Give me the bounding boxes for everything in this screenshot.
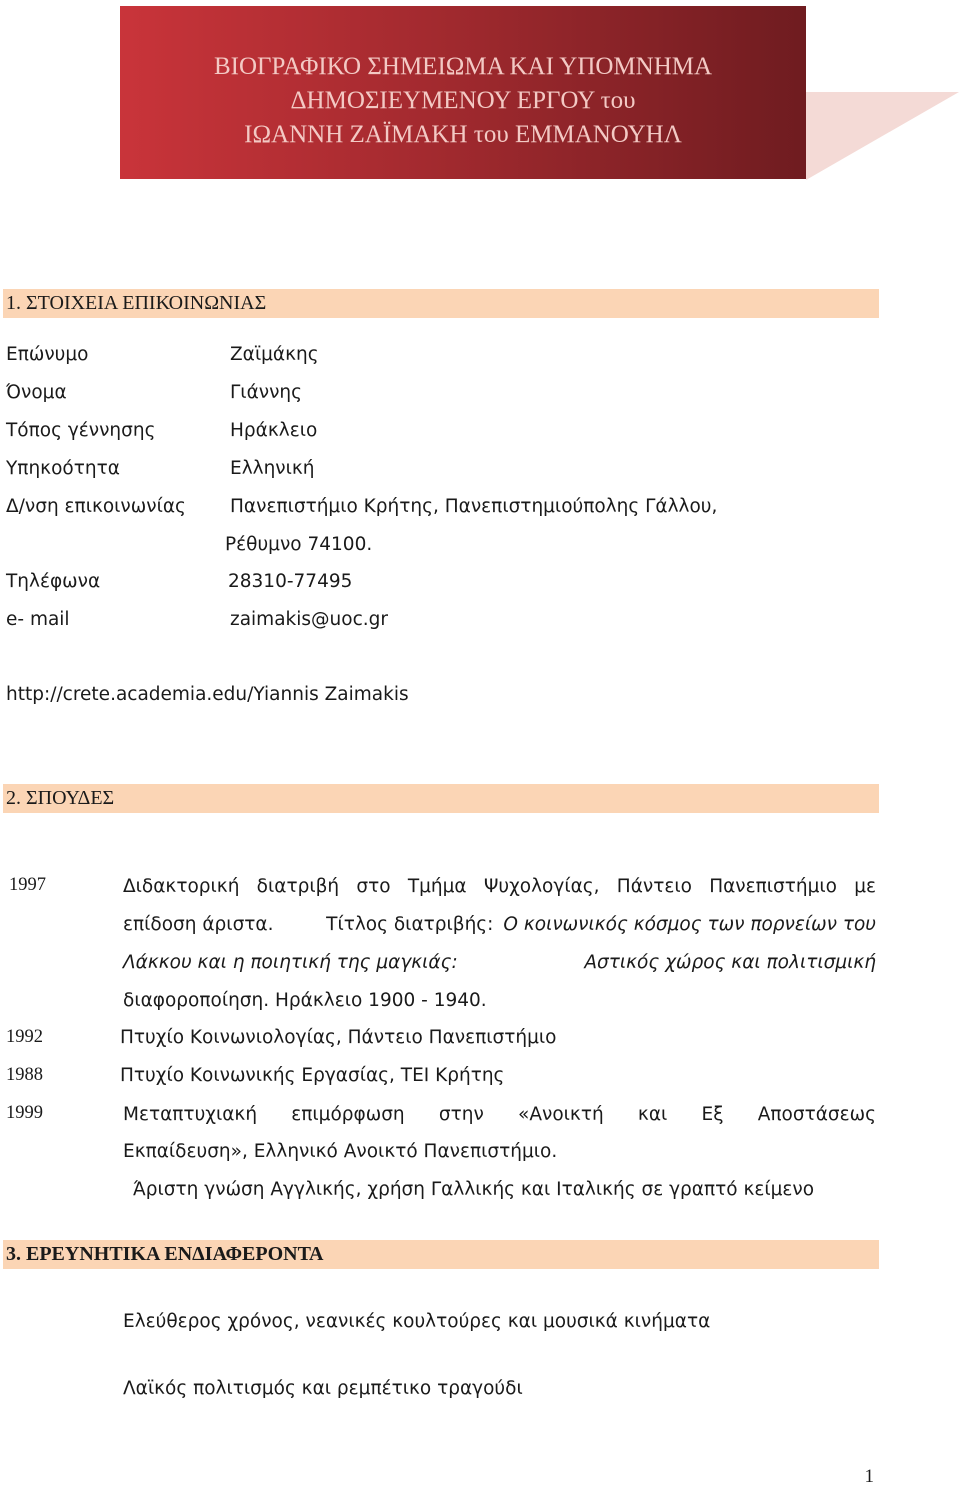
phd-title-part-1: Ο κοινωνικός κόσμος των πορνείων του: [503, 914, 876, 935]
year-1988: 1988: [6, 1065, 43, 1085]
name-value: Γιάννης: [230, 382, 303, 403]
banner-line-2: ΔΗΜΟΣΙΕΥΜΕΝΟΥ ΕΡΓΟΥ του: [290, 87, 636, 114]
phd-title-label: Τίτλος διατριβής:: [326, 914, 494, 935]
surname-value: Ζαϊμάκης: [230, 344, 319, 365]
phd-title-part-3: Αστικός χώρος και πολιτισμική: [584, 952, 876, 973]
section-research-heading: 3. ΕΡΕΥΝΗΤΙΚΑ ΕΝΔΙΑΦΕΡΟΝΤΑ: [3, 1240, 879, 1269]
banner-line-3: ΙΩΑΝΝΗ ΖΑΪΜΑΚΗ του ΕΜΜΑΝΟΥΗΛ: [244, 121, 682, 148]
birthplace-label: Τόπος γέννησης: [6, 420, 156, 441]
page-number: 1: [864, 1466, 874, 1487]
birthplace-value: Ηράκλειο: [230, 420, 318, 441]
address-value: Πανεπιστήμιο Κρήτης, Πανεπιστημιούπολης Γάλλου,: [230, 496, 718, 517]
year-1992: 1992: [6, 1027, 43, 1047]
surname-label: Επώνυμο: [6, 344, 89, 365]
title-banner: [120, 6, 806, 179]
email-link[interactable]: zaimakis@uoc.gr: [230, 609, 388, 630]
email-label: e- mail: [6, 609, 70, 630]
phd-line-1: Διδακτορική διατριβή στο Τμήμα Ψυχολογίας, Πάντειο Πανεπιστήμιο με: [123, 876, 876, 897]
postgrad-line-1: Μεταπτυχιακή επιμόρφωση στην «Ανοικτή και Εξ Αποστάσεως: [123, 1104, 876, 1125]
banner-shadow: [806, 92, 959, 180]
phone-value: 28310-77495: [228, 571, 353, 592]
address-line-2: Ρέθυμνο 74100.: [225, 534, 373, 555]
section-studies-heading: 2. ΣΠΟΥΔΕΣ: [3, 784, 879, 813]
phone-label: Τηλέφωνα: [6, 571, 101, 592]
postgrad-line-2: Εκπαίδευση», Ελληνικό Ανοικτό Πανεπιστήμιο.: [123, 1141, 558, 1162]
address-label: Δ/νση επικοινωνίας: [6, 496, 186, 517]
phd-line-2: [123, 906, 876, 944]
section-contact-heading: 1. ΣΤΟΙΧΕΙΑ ΕΠΙΚΟΙΝΩΝΙΑΣ: [3, 289, 879, 318]
research-interest-2: Λαϊκός πολιτισμός και ρεμπέτικο τραγούδι: [123, 1378, 523, 1399]
year-1999: 1999: [6, 1103, 43, 1123]
degree-sociology: Πτυχίο Κοινωνιολογίας, Πάντειο Πανεπιστήμιο: [120, 1027, 557, 1048]
name-label: Όνομα: [6, 382, 67, 403]
degree-social-work: Πτυχίο Κοινωνικής Εργασίας, ΤΕΙ Κρήτης: [120, 1065, 505, 1086]
banner-line-1: ΒΙΟΓΡΑΦΙΚΟ ΣΗΜΕΙΩΜΑ ΚΑΙ ΥΠΟΜΝΗΜΑ: [213, 53, 713, 80]
phd-grade: επίδοση άριστα.: [123, 914, 274, 935]
website-link[interactable]: http://crete.academia.edu/Yiannis Zaimakis: [6, 684, 409, 705]
phd-title-part-2: Λάκκου και η ποιητική της μαγκιάς:: [123, 952, 458, 973]
nationality-value: Ελληνική: [230, 458, 315, 479]
languages-text: Άριστη γνώση Αγγλικής, χρήση Γαλλικής και Ιταλικής σε γραπτό κείμενο: [133, 1179, 815, 1200]
nationality-label: Υπηκοότητα: [6, 458, 120, 479]
research-interest-1: Ελεύθερος χρόνος, νεανικές κουλτούρες και μουσικά κινήματα: [123, 1311, 711, 1332]
year-1997: 1997: [9, 875, 46, 895]
phd-line-3: [123, 944, 876, 982]
phd-line-4: διαφοροποίηση. Ηράκλειο 1900 - 1940.: [123, 990, 487, 1011]
